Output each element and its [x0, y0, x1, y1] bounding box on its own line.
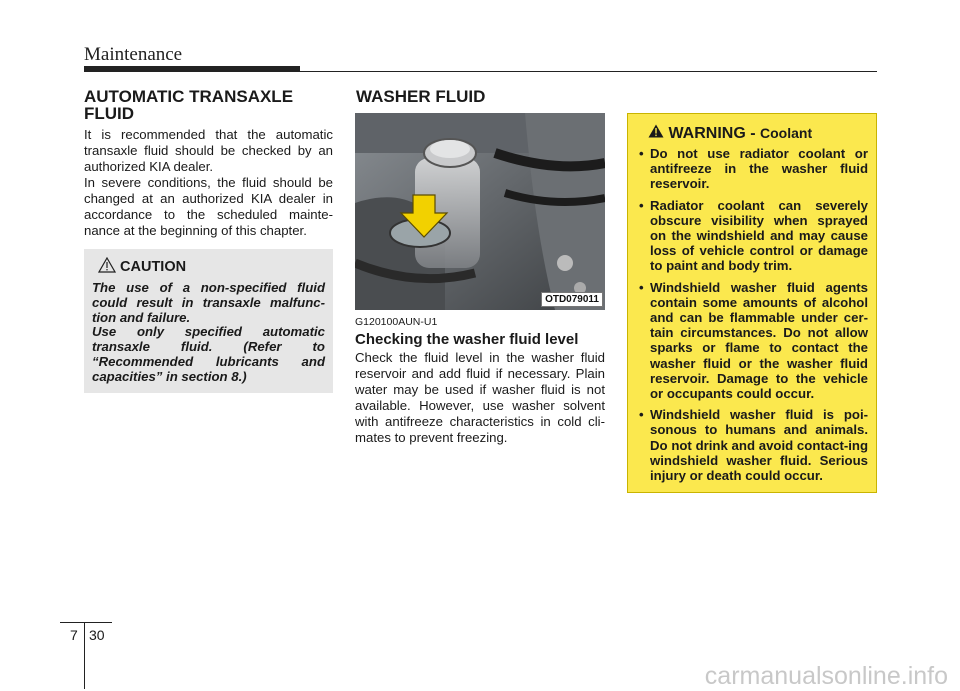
warning-title-subject: Coolant	[760, 125, 813, 141]
warning-list-item: • Windshield washer fluid agents contain some amounts of alcohol and can be flammable under cer-tain circumstances. Do not allow sparks or flame to contact the washer fluid or the washer fluid reservoir. Damage to the vehicle or occupants could occur.	[636, 280, 868, 402]
caution-box	[84, 249, 333, 393]
washer-paragraph: Check the fluid level in the washer fluid reservoir and add fluid if necessary. Plain water may be used if washer fluid is not available. However, use washer solvent with antifreeze characteristics in cold cli-mates to prevent freezing.	[355, 350, 605, 445]
chapter-number: 7	[70, 627, 78, 643]
transaxle-paragraph-2: In severe conditions, the fluid should be changed at an authorized KIA dealer in accordance to the scheduled mainte-nance at the beginning of this chapter.	[84, 175, 333, 238]
warning-list-item: • Radiator coolant can severely obscure visibility when sprayed on the windshield and may cause loss of vehicle control or damage to paint and body trim.	[636, 198, 868, 274]
header-rule	[300, 71, 877, 72]
header-bar	[84, 66, 300, 72]
warning-list-item: • Windshield washer fluid is poi-sonous to humans and animals. Do not drink and avoid contact-ing windshield washer fluid. Serious injury or death could occur.	[636, 407, 868, 483]
section-heading-transaxle	[84, 88, 293, 122]
caution-title	[98, 257, 186, 277]
footer-divider	[84, 622, 85, 689]
warning-triangle-filled-icon	[648, 125, 668, 142]
page-header-title: Maintenance	[84, 44, 183, 65]
engine-bay-illustration	[355, 113, 605, 310]
heading-line: FLUID	[84, 104, 135, 123]
warning-list	[636, 146, 868, 489]
engine-bay-photo	[355, 113, 605, 310]
transaxle-paragraph-1: It is recommended that the automatic transaxle fluid should be checked by an authorized KIA dealer.	[84, 127, 333, 174]
warning-list-item: • Do not use radiator coolant or antifreeze in the washer fluid reservoir.	[636, 146, 868, 192]
heading-line: AUTOMATIC TRANSAXLE	[84, 87, 294, 106]
page-number: 30	[89, 627, 105, 643]
caution-paragraph-1: The use of a non-specified fluid could result in transaxle malfunc-tion and failure.	[92, 280, 325, 325]
warning-title	[648, 124, 812, 143]
warning-title-text: WARNING -	[668, 125, 760, 142]
watermark: carmanualsonline.info	[704, 662, 948, 690]
section-heading-washer: WASHER FLUID	[356, 87, 486, 106]
warning-triangle-outline-icon	[98, 261, 120, 277]
caution-title-text: CAUTION	[120, 259, 187, 275]
caution-paragraph-2: Use only specified automatic transaxle fluid. (Refer to “Recommended lubricants and capacities” in section 8.)	[92, 324, 325, 384]
subsection-heading: Checking the washer fluid level	[355, 331, 579, 348]
photo-code-label: OTD079011	[541, 292, 603, 307]
footer-rule	[60, 622, 112, 623]
section-code: G120100AUN-U1	[355, 316, 438, 328]
warning-box	[627, 113, 877, 493]
